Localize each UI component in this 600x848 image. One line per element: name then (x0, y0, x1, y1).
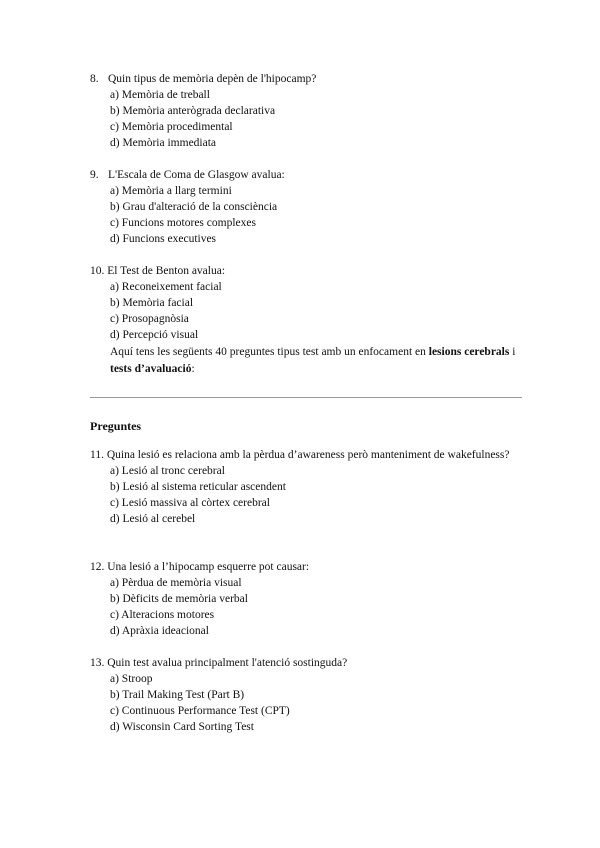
option-a: a) Lesió al tronc cerebral (110, 465, 225, 477)
question-text: Una lesió a l’hipocamp esquerre pot causar: (107, 561, 310, 573)
option-b: b) Memòria anterògrada declarativa (110, 105, 276, 117)
question-number: 10. (90, 265, 105, 277)
horizontal-divider (90, 397, 522, 398)
intro-text: : (191, 363, 195, 375)
question-9 (90, 167, 530, 247)
question-text: El Test de Benton avalua: (107, 265, 226, 277)
option-a: a) Pèrdua de memòria visual (110, 577, 242, 589)
question-stem (90, 263, 530, 279)
option-a: a) Reconeixement facial (110, 281, 222, 293)
question-number: 12. (90, 561, 105, 573)
option-c: c) Memòria procedimental (110, 121, 233, 133)
question-10 (90, 263, 530, 378)
option-c: c) Alteracions motores (110, 609, 215, 621)
option-d: d) Funcions executives (110, 233, 217, 245)
intro-text: Aquí tens les següents 40 preguntes tipus test amb un enfocament en (110, 346, 429, 358)
question-stem (90, 71, 530, 87)
option-d: d) Apràxia ideacional (110, 625, 209, 637)
question-number: 11. (90, 449, 104, 461)
question-8 (90, 71, 530, 151)
intro-bold-lesions: lesions cerebrals (428, 346, 510, 358)
intro-bold-tests: tests d’avaluació (110, 363, 192, 375)
section-heading: Preguntes (90, 419, 142, 433)
option-a: a) Stroop (110, 673, 153, 685)
question-stem (90, 655, 530, 671)
question-text: Quina lesió es relaciona amb la pèrdua d’awareness però manteniment de wakefulness? (106, 449, 510, 461)
question-number: 13. (90, 657, 105, 669)
option-c: c) Prosopagnòsia (110, 313, 189, 325)
question-number: 9. (90, 169, 99, 181)
question-text: L'Escala de Coma de Glasgow avalua: (108, 169, 285, 181)
option-d: d) Percepció visual (110, 329, 199, 341)
option-b: b) Dèficits de memòria verbal (110, 593, 248, 605)
question-11 (90, 447, 530, 527)
option-c: c) Continuous Performance Test (CPT) (110, 705, 290, 717)
option-a: a) Memòria a llarg termini (110, 185, 232, 197)
question-text: Quin test avalua principalment l'atenció sostinguda? (107, 657, 348, 669)
question-stem (90, 559, 530, 575)
option-c: c) Lesió massiva al còrtex cerebral (110, 497, 270, 509)
question-stem (90, 447, 530, 463)
intro-paragraph (90, 344, 530, 378)
option-b: b) Grau d'alteració de la consciència (110, 201, 278, 213)
intro-text: i (509, 346, 516, 358)
option-a: a) Memòria de treball (110, 89, 210, 101)
option-d: d) Memòria immediata (110, 137, 217, 149)
option-d: d) Lesió al cerebel (110, 513, 196, 525)
question-12 (90, 559, 530, 639)
question-number: 8. (90, 73, 99, 85)
option-b: b) Trail Making Test (Part B) (110, 689, 245, 701)
question-stem (90, 167, 530, 183)
option-d: d) Wisconsin Card Sorting Test (110, 721, 254, 733)
option-b: b) Memòria facial (110, 297, 194, 309)
option-c: c) Funcions motores complexes (110, 217, 256, 229)
question-13 (90, 655, 530, 735)
question-text: Quin tipus de memòria depèn de l'hipocamp? (108, 73, 317, 85)
option-b: b) Lesió al sistema reticular ascendent (110, 481, 286, 493)
